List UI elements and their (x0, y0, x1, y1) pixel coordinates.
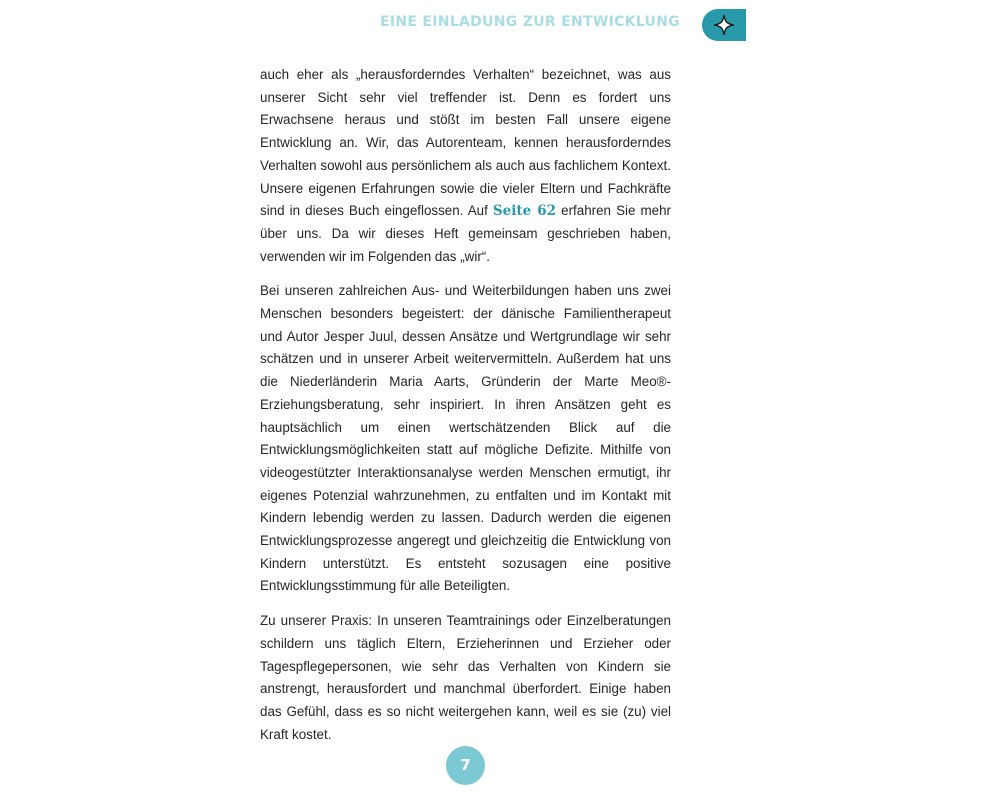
chapter-header-title: EINE EINLADUNG ZUR ENTWICKLUNG (380, 14, 681, 30)
page-number-badge: 7 (446, 746, 485, 785)
star-sparkle-icon (714, 15, 734, 35)
paragraph-3: Zu unserer Praxis: In unseren Teamtrainings oder Einzelberatungen schildern uns täglich Eltern, Erzieherinnen und Erzieher oder Tagespflegepersonen, wie sehr das Verhalten von Kindern sie anstrengt, herausfordert und manchmal überfordert. Einige haben das Gefühl, dass es so nicht weitergehen kann, weil es sie (zu) viel Kraft kostet. (260, 613, 671, 742)
page-reference-link[interactable]: Seite 62 (492, 203, 557, 220)
body-text (260, 64, 671, 758)
paragraph-1-text-before-link: auch eher als „herausforderndes Verhalten“ bezeichnet, was aus unserer Sicht sehr viel treffender ist. Denn es fordert uns Erwachsene heraus und stößt im besten Fall unsere eigene Entwicklung an. Wir, das Autorenteam, kennen herausforderndes Verhalten sowohl aus persönlichem als auch aus fachlichem Kontext. Unsere eigenen Erfahrungen sowie die vieler Eltern und Fachkräfte sind in dieses Buch eingeflossen. Auf (260, 67, 671, 219)
paragraph-1 (260, 64, 671, 268)
paragraph-2: Bei unseren zahlreichen Aus- und Weiterbildungen haben uns zwei Menschen besonders begeistert: der dänische Familientherapeut und Autor Jesper Juul, dessen Ansätze und Wertgrundlage wir sehr schätzen und in unserer Arbeit weitervermitteln. Außerdem hat uns die Niederländerin Maria Aarts, Gründerin der Marte Meo®-Erziehungsberatung, sehr inspiriert. In ihren Ansätzen geht es hauptsächlich um einen wertschätzenden Blick auf die Entwicklungsmöglichkeiten statt auf mögliche Defizite. Mithilfe von videogestützter Interaktionsanalyse werden Menschen ermutigt, ihr eigenes Potenzial wahrzunehmen, zu entfalten und im Kontakt mit Kindern lebendig werden zu lassen. Dadurch werden die eigenen Entwicklungsprozesse angeregt und gleichzeitig die Entwicklung von Kindern unterstützt. Es entsteht sozusagen eine positive Entwicklungsstimmung für alle Beteiligten. (260, 283, 671, 594)
chapter-tab (702, 9, 746, 41)
paragraph-1-text-after-link: erfahren Sie mehr über uns. Da wir dieses Heft gemeinsam geschrieben haben, verwenden wir im Folgenden das „wir“. (260, 203, 672, 264)
